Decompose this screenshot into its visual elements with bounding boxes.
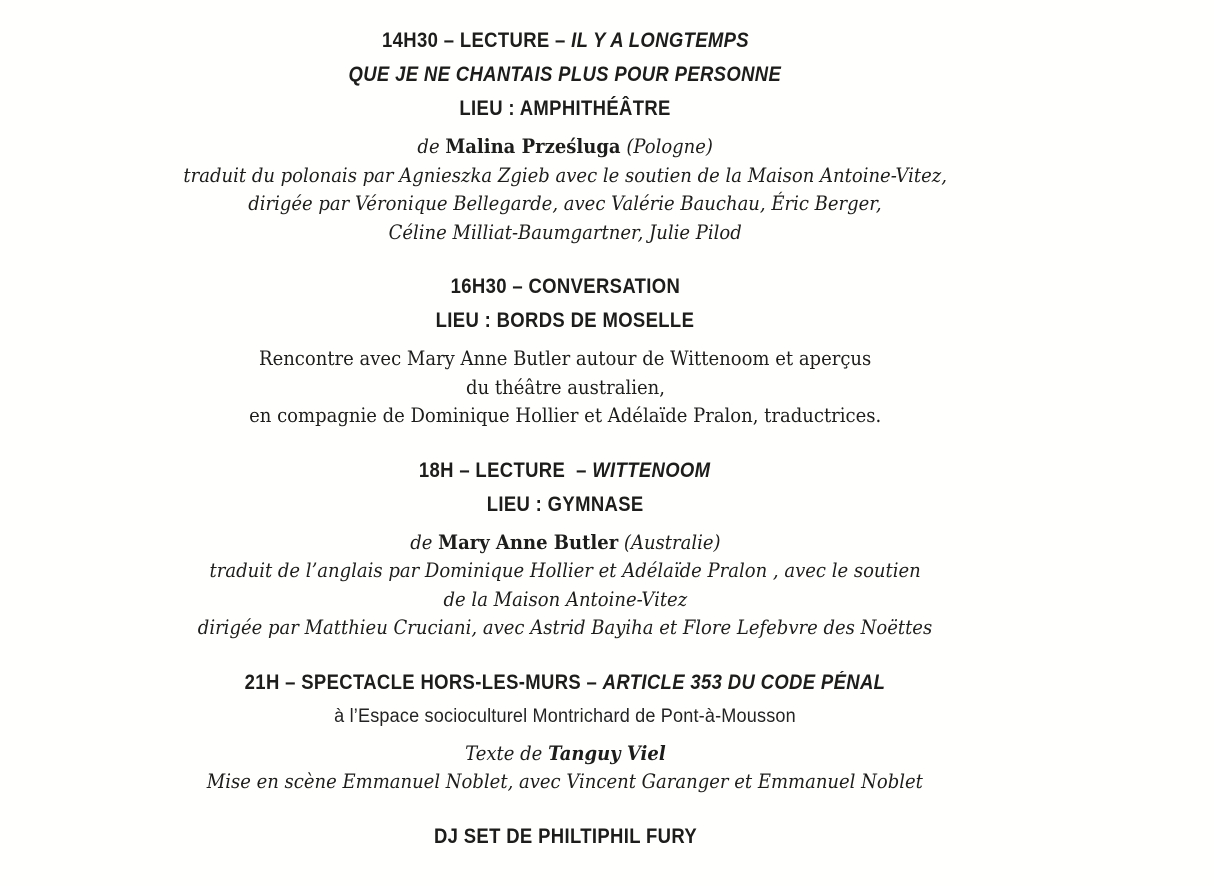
text-segment: ARTICLE 353 DU CODE PÉNAL [602, 670, 886, 694]
line-content [259, 344, 871, 373]
event-title [0, 454, 1130, 488]
event-venue [0, 488, 1130, 522]
text-segment: Mise en scène Emmanuel Noblet, avec Vincent Garanger et Emmanuel Noblet [206, 769, 924, 793]
event-spectacle-21h [0, 666, 1130, 796]
event-title-line-1 [0, 24, 1130, 58]
text-segment: de [409, 529, 438, 554]
event-credit-translation [0, 161, 1130, 190]
event-venue [0, 700, 1130, 733]
line-content [419, 454, 711, 488]
line-content [410, 528, 720, 557]
text-segment: Texte de [464, 740, 548, 765]
line-content [245, 666, 886, 700]
event-title [0, 820, 1130, 854]
event-credit-cast [0, 218, 1130, 247]
text-segment: dirigée par Véronique Bellegarde, avec Valérie Bauchau, Éric Berger, [248, 191, 882, 215]
line-content [249, 401, 881, 430]
event-title-line-2 [0, 58, 1130, 92]
text-segment: 18H – LECTURE – [419, 458, 593, 482]
text-segment: en compagnie de Dominique Hollier et Adélaïde Pralon, traductrices. [248, 403, 882, 427]
text-segment: traduit du polonais par Agnieszka Zgieb avec le soutien de la Maison Antoine-Vitez, [183, 162, 947, 187]
line-content [388, 218, 741, 247]
text-segment: LIEU : AMPHITHÉÂTRE [459, 97, 671, 120]
line-content [466, 373, 665, 402]
line-content [459, 92, 670, 126]
event-description-line-3 [0, 401, 1130, 430]
line-content [248, 189, 881, 218]
line-content [487, 488, 644, 522]
text-segment: à l’Espace socioculturel Montrichard de Pont-à-Mousson [334, 705, 796, 727]
event-author [0, 132, 1130, 161]
event-venue [0, 92, 1130, 126]
text-segment: WITTENOOM [592, 458, 711, 482]
text-segment: 21H – SPECTACLE HORS-LES-MURS – [244, 670, 603, 694]
event-title [0, 666, 1130, 700]
text-segment: Céline Milliat-Baumgartner, Julie Pilod [388, 219, 742, 244]
event-title [0, 270, 1130, 304]
line-content [417, 132, 713, 161]
text-segment: Malina Prześluga [445, 134, 621, 158]
event-author [0, 528, 1130, 557]
line-content [207, 767, 923, 796]
text-segment: Rencontre avec Mary Anne Butler autour de Wittenoom et aperçus [258, 346, 872, 370]
event-credit-direction [0, 767, 1130, 796]
text-segment: traduit de l’anglais par Dominique Hollier et Adélaïde Pralon , avec le soutien [209, 558, 921, 582]
text-segment: du théâtre australien, [465, 374, 665, 399]
text-segment: LIEU : GYMNASE [486, 492, 644, 516]
line-content [334, 700, 796, 733]
text-segment: DJ SET DE PHILTIPHIL FURY [433, 824, 697, 848]
event-venue [0, 304, 1130, 338]
text-segment: Tanguy Viel [547, 740, 666, 765]
event-credit-direction [0, 613, 1130, 642]
line-content [433, 820, 696, 854]
text-segment: 14H30 – LECTURE – [381, 29, 571, 52]
event-lecture-18h [0, 454, 1130, 642]
line-content [382, 24, 749, 58]
line-content [436, 304, 695, 338]
line-content [198, 613, 932, 642]
text-segment: IL Y A LONGTEMPS [570, 29, 749, 52]
text-segment: (Pologne) [620, 134, 713, 158]
line-content [183, 161, 947, 190]
text-segment: de [417, 134, 446, 158]
line-content [465, 739, 666, 768]
line-content [450, 270, 680, 304]
event-credit-translation-line-1 [0, 556, 1130, 585]
text-segment: (Australie) [617, 529, 721, 554]
event-author [0, 739, 1130, 768]
text-segment: LIEU : BORDS DE MOSELLE [435, 309, 695, 332]
text-segment: de la Maison Antoine-Vitez [443, 586, 687, 611]
text-segment: QUE JE NE CHANTAIS PLUS POUR PERSONNE [348, 63, 782, 86]
event-description-line-2 [0, 373, 1130, 402]
event-description-line-1 [0, 344, 1130, 373]
line-content [209, 556, 920, 585]
event-credit-direction [0, 189, 1130, 218]
text-segment: dirigée par Matthieu Cruciani, avec Astrid Bayiha et Flore Lefebvre des Noëttes [197, 615, 933, 639]
text-segment: 16H30 – CONVERSATION [450, 275, 680, 298]
line-content [349, 58, 782, 92]
text-segment: Mary Anne Butler [437, 529, 618, 554]
event-credit-translation-line-2 [0, 585, 1130, 614]
event-conversation-16h30 [0, 270, 1130, 430]
line-content [443, 585, 687, 614]
event-dj-set [0, 820, 1130, 854]
event-lecture-14h30 [0, 24, 1130, 246]
